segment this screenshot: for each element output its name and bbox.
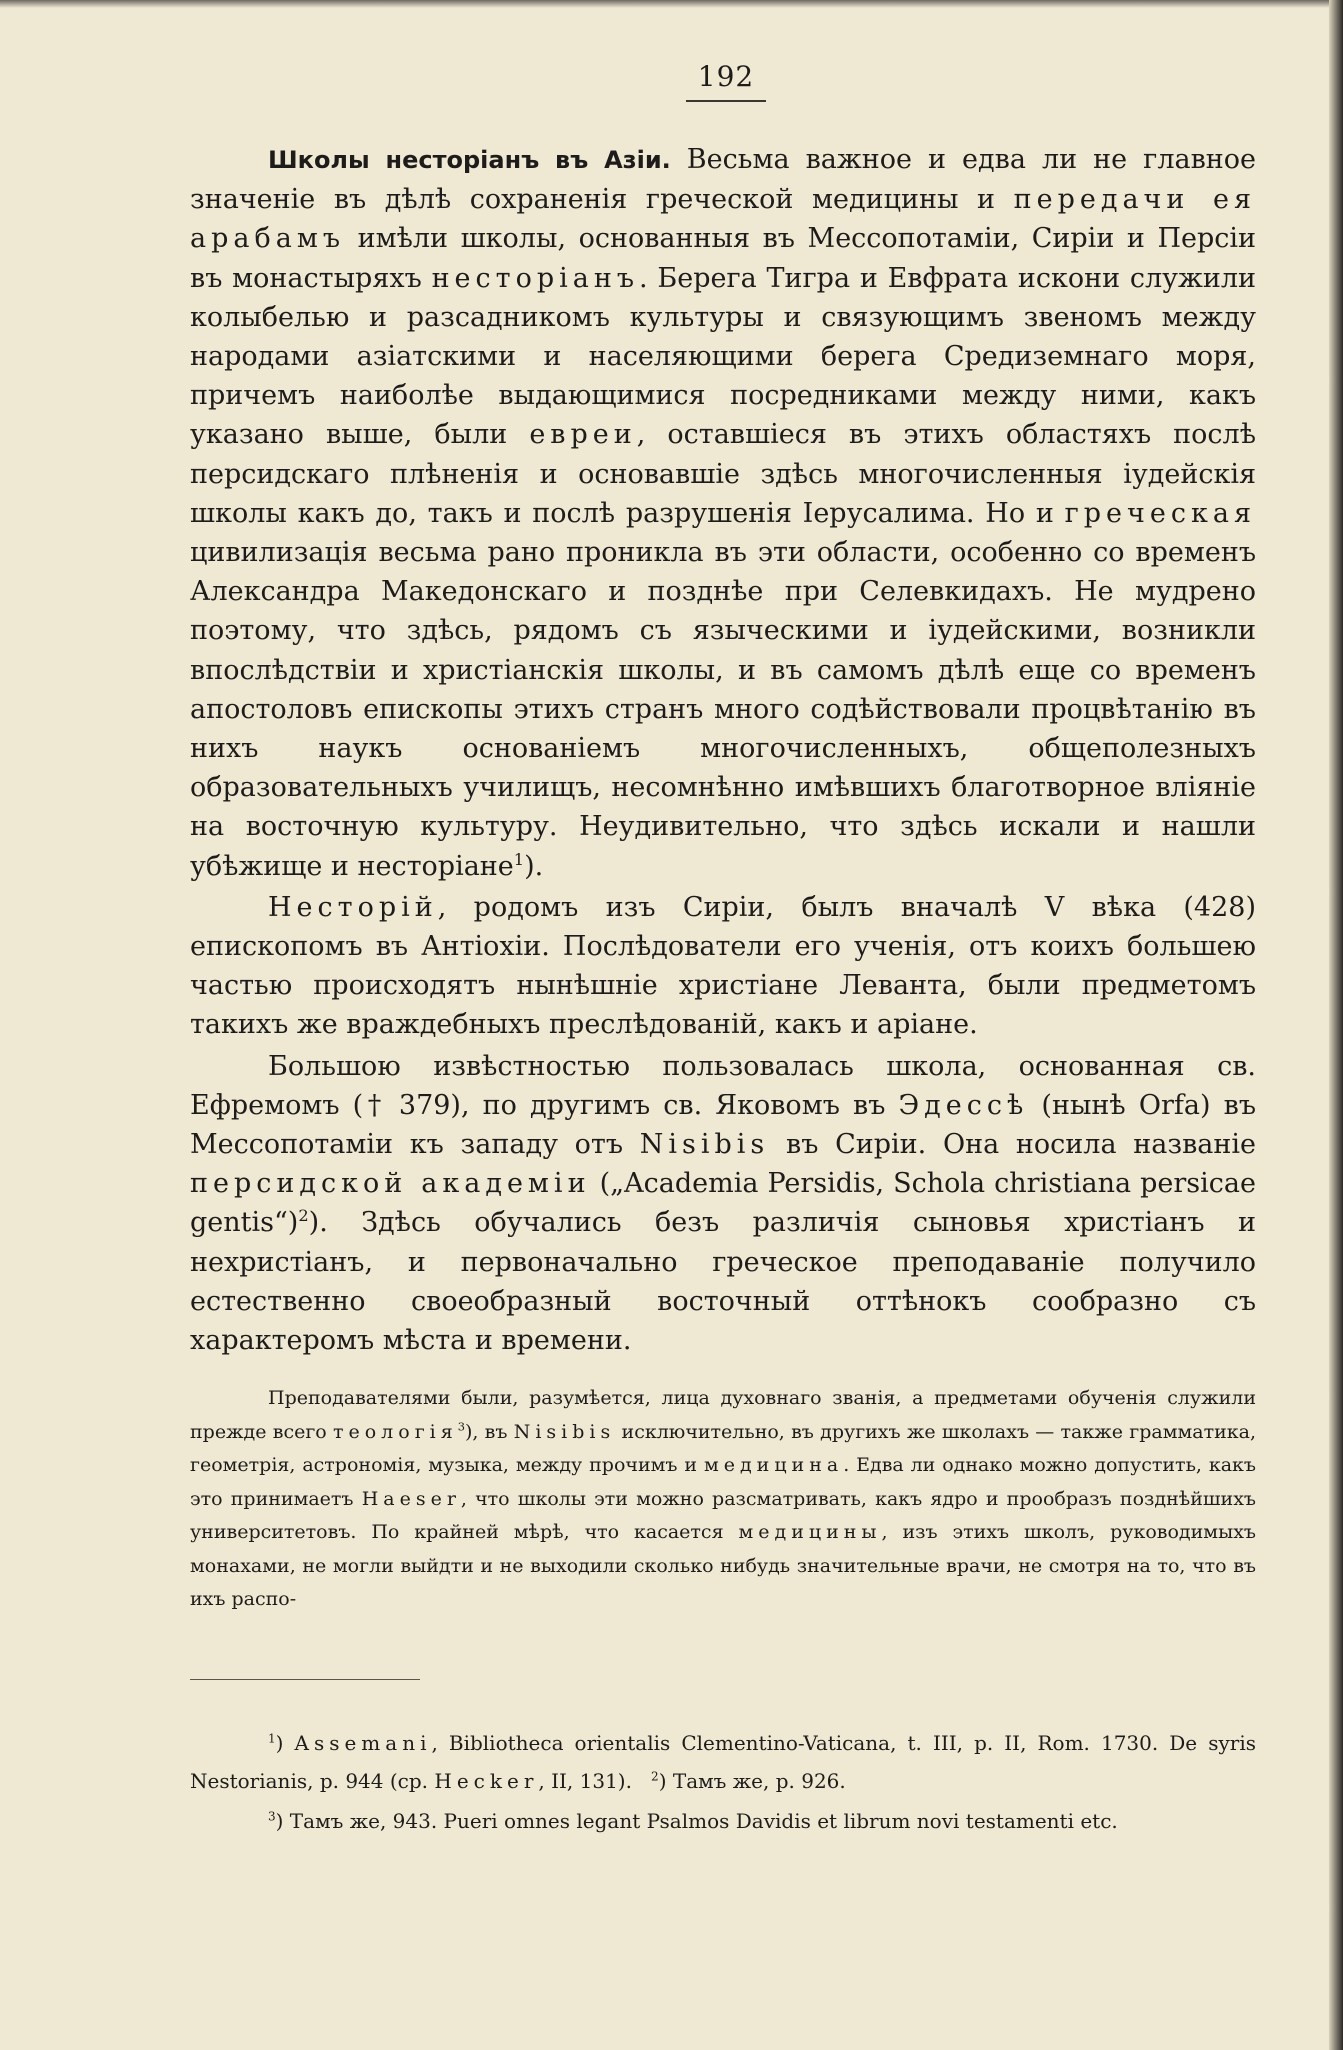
- paragraph-nestorian-schools: [190, 140, 1256, 886]
- paragraph-text: (нынѣ Orfa) въ Мессопотаміи къ западу отъ: [190, 1089, 1257, 1161]
- paragraph-text: („Academia Persidis, Schola christiana persicae gentis“): [190, 1168, 1256, 1239]
- spaced-emphasis: медицина: [703, 1454, 844, 1477]
- paragraph-text: Весьма важное и едва ли не главное значеніе въ дѣлѣ сохраненія греческой медицины и: [190, 144, 1256, 216]
- spaced-emphasis: Несторій: [268, 891, 438, 923]
- spaced-emphasis: Haeser: [361, 1487, 461, 1510]
- page-number-rule: [686, 100, 766, 102]
- page-body: [190, 140, 1256, 1617]
- paragraph-text: , оставшіеся въ этихъ областяхъ послѣ персидскаго плѣненія и основавшіе здѣсь многочисленныя іудейскія школы какъ до, такъ и послѣ разрушенія Іерусалима. Но и: [190, 419, 1256, 529]
- footnote-separator: [190, 1679, 420, 1680]
- paragraph-text: , родомъ изъ Сиріи, былъ вначалѣ V вѣка (428) епископомъ въ Антіохіи. Послѣдователи его ученія, отъ коихъ большею частью происходятъ нынѣшніе христіане Леванта, были предметомъ такихъ же враждебныхъ преслѣдованій, какъ и аріане.: [190, 891, 1256, 1041]
- footnote-ref: 1: [513, 849, 525, 869]
- footnote-3: [190, 1802, 1256, 1840]
- paragraph-text: въ Сиріи. Она носила названіе: [769, 1129, 1256, 1161]
- page-number: 192: [697, 60, 755, 93]
- paragraph-nestorius: [190, 888, 1256, 1045]
- footnote-text: ) Тамъ же, 943. Pueri omnes legant Psalmos Davidis et librum novi testamenti etc.: [275, 1809, 1118, 1833]
- spaced-emphasis: евреи: [529, 419, 637, 451]
- page-binding-edge: [1329, 0, 1343, 2050]
- spaced-emphasis: Nisibis: [513, 1420, 616, 1443]
- footnote-marker: 3: [268, 1809, 276, 1824]
- note-text: ), въ: [464, 1420, 514, 1443]
- small-print-note: [190, 1382, 1256, 1617]
- footnote-marker: 2: [651, 1769, 659, 1784]
- section-heading: Школы несторіанъ въ Азіи.: [268, 146, 671, 174]
- paragraph-text: ).: [524, 850, 544, 882]
- spaced-emphasis: Nisibis: [639, 1129, 770, 1161]
- paragraph-text: Большою извѣстностью пользовалась школа, основанная св. Ефремомъ († 379), по другимъ св. Яковомъ въ: [190, 1050, 1256, 1121]
- note-text: . Едва ли однако можно допустить, какъ это принимаетъ: [190, 1454, 1257, 1510]
- footnotes: [190, 1724, 1256, 1840]
- paragraph-text: имѣли школы, основанныя въ Мессопотаміи, Сиріи и Персіи въ монастыряхъ: [190, 223, 1256, 294]
- footnote-ref: 3: [457, 1419, 465, 1434]
- main-text: [190, 140, 1256, 1360]
- footnote-marker: 1: [268, 1731, 276, 1746]
- spaced-emphasis: несторіанъ: [431, 262, 640, 294]
- footnote-text: , II, 131).: [538, 1769, 632, 1793]
- footnote-text: , Bibliotheca orientalis Clementino-Vaticana, t. III, p. II, Rom. 1730. De syris Nestorianis, p. 944 (ср.: [190, 1731, 1256, 1793]
- spaced-emphasis: персидской академіи: [190, 1168, 591, 1200]
- spaced-emphasis: медицины: [738, 1521, 882, 1544]
- paragraph-text: . Берега Тигра и Евфрата искони служили колыбелью и разсадникомъ культуры и связующимъ звеномъ между народами азіатскими и населяющими берега Средиземнаго моря, причемъ наиболѣе выдающимися посредниками между ними, какъ указано выше, были: [190, 262, 1256, 451]
- spaced-emphasis: теологія: [332, 1420, 458, 1443]
- note-text: Преподавателями были, разумѣется, лица духовнаго званія, а предметами обученія служили прежде всего: [190, 1387, 1256, 1443]
- paragraph-text: цивилизація весьма рано проникла въ эти области, особенно со временъ Александра Македонскаго и позднѣе при Селевкидахъ. Не мудрено поэтому, что здѣсь, рядомъ съ языческими и іудейскими, возникли впослѣдствіи и христіанскія школы, и въ самомъ дѣлѣ еще со временъ апостоловъ епископы этихъ странъ много содѣйствовали процвѣтанію въ нихъ наукъ основаніемъ многочисленныхъ, общеполезныхъ образовательныхъ училищъ, несомнѣнно имѣвшихъ благотворное вліяніе на восточную культуру. Неудивительно, что здѣсь искали и нашли убѣжище и несторіане: [190, 537, 1256, 882]
- footnote-text: ) Тамъ же, p. 926.: [658, 1769, 846, 1793]
- note-text: исключительно, въ другихъ же школахъ — также грамматика, геометрія, астрономія, музыка, между прочимъ и: [190, 1420, 1256, 1477]
- spaced-emphasis: греческая: [1064, 497, 1256, 529]
- note-text: , что школы эти можно разсматривать, какъ ядро и прообразъ позднѣйшихъ университетовъ. По крайней мѣрѣ, что касается: [190, 1487, 1256, 1544]
- spaced-emphasis: передачи ея арабамъ: [190, 184, 1256, 255]
- note-text: , изъ этихъ школъ, руководимыхъ монахами, не могли выйдти и не выходили сколько нибудь значительные врачи, не смотря на то, что въ ихъ распо-: [190, 1521, 1256, 1611]
- spaced-emphasis: Эдессѣ: [898, 1089, 1029, 1121]
- footnote-ref: 2: [298, 1206, 309, 1226]
- paragraph-edessa-school: [190, 1047, 1256, 1361]
- spaced-emphasis: Assemani: [294, 1731, 432, 1755]
- page-top-edge: [0, 0, 1343, 8]
- paragraph-text: ). Здѣсь обучались безъ различія сыновья христіанъ и нехристіанъ, и первоначально греческое преподаваніе получило естественно своеобразный восточный оттѣнокъ сообразно съ характеромъ мѣста и времени.: [190, 1207, 1256, 1357]
- spaced-emphasis: Hecker: [434, 1769, 539, 1793]
- footnote-1-2: $^1$) Assemani, Bibliotheca orientalis Clementino-Vaticana, t. III, p. II, Rom. 1730. De syris Nestorianis, p. 944 (ср. Hecker, II, 131). $^2$) Тамъ же, p. 926.: [190, 1731, 1256, 1793]
